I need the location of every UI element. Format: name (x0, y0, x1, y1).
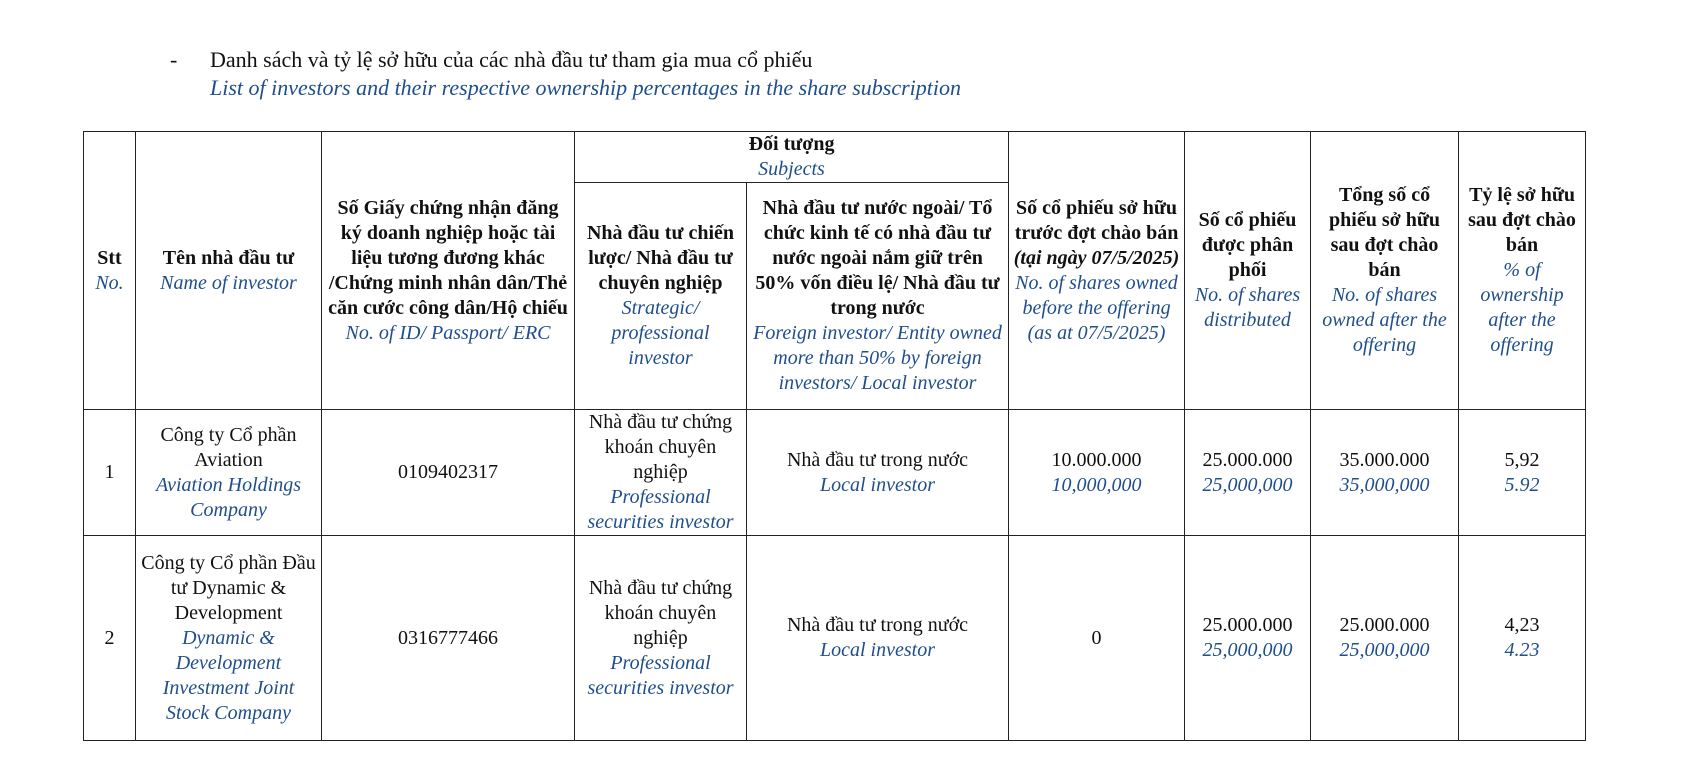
cell-distributed: 25.000.000 25,000,000 (1185, 410, 1311, 536)
cell-id: 0316777466 (322, 536, 575, 741)
header-subjects: Đối tượng Subjects (575, 132, 1009, 183)
cell-id: 0109402317 (322, 410, 575, 536)
header-stt: Stt No. (84, 132, 136, 410)
heading-title-en: List of investors and their respective ownership percentages in the share subscription (210, 75, 961, 100)
cell-name: Công ty Cổ phần Đầu tư Dynamic & Development Dynamic & Development Investment Joint Stock Company (136, 536, 322, 741)
header-foreign: Nhà đầu tư nước ngoài/ Tổ chức kinh tế có nhà đầu tư nước ngoài nắm giữ trên 50% vốn điều lệ/ Nhà đầu tư trong nước Foreign investor/ Entity owned more than 50% by foreign investors/ Local investor (747, 183, 1009, 410)
heading-title-vi: Danh sách và tỷ lệ sở hữu của các nhà đầu tư tham gia mua cổ phiếu (210, 47, 813, 72)
cell-stt: 2 (84, 536, 136, 741)
header-row-top (84, 132, 1586, 183)
cell-foreign: Nhà đầu tư trong nước Local investor (747, 536, 1009, 741)
cell-strategic: Nhà đầu tư chứng khoán chuyên nghiệp Professional securities investor (575, 536, 747, 741)
header-strategic: Nhà đầu tư chiến lược/ Nhà đầu tư chuyên nghiệp Strategic/ professional investor (575, 183, 747, 410)
cell-after: 25.000.000 25,000,000 (1311, 536, 1459, 741)
cell-after: 35.000.000 35,000,000 (1311, 410, 1459, 536)
table-row (84, 536, 1586, 741)
header-ratio: Tỷ lệ sở hữu sau đợt chào bán % of ownership after the offering (1459, 132, 1586, 410)
cell-strategic: Nhà đầu tư chứng khoán chuyên nghiệp Professional securities investor (575, 410, 747, 536)
cell-name: Công ty Cổ phần Aviation Aviation Holdings Company (136, 410, 322, 536)
header-id: Số Giấy chứng nhận đăng ký doanh nghiệp hoặc tài liệu tương đương khác /Chứng minh nhân dân/Thẻ căn cước công dân/Hộ chiếu No. of ID/ Passport/ ERC (322, 132, 575, 410)
header-before: Số cổ phiếu sở hữu trước đợt chào bán (tại ngày 07/5/2025) No. of shares owned before the offering (as at 07/5/2025) (1009, 132, 1185, 410)
header-name: Tên nhà đầu tư Name of investor (136, 132, 322, 410)
header-distributed: Số cổ phiếu được phân phối No. of shares distributed (1185, 132, 1311, 410)
cell-foreign: Nhà đầu tư trong nước Local investor (747, 410, 1009, 536)
header-after: Tổng số cổ phiếu sở hữu sau đợt chào bán No. of shares owned after the offering (1311, 132, 1459, 410)
cell-distributed: 25.000.000 25,000,000 (1185, 536, 1311, 741)
cell-stt: 1 (84, 410, 136, 536)
investors-table (83, 131, 1586, 741)
cell-before: 0 (1009, 536, 1185, 741)
cell-ratio: 4,23 4.23 (1459, 536, 1586, 741)
table-row (84, 410, 1586, 536)
cell-before: 10.000.000 10,000,000 (1009, 410, 1185, 536)
list-dash: - (170, 47, 178, 72)
cell-ratio: 5,92 5.92 (1459, 410, 1586, 536)
